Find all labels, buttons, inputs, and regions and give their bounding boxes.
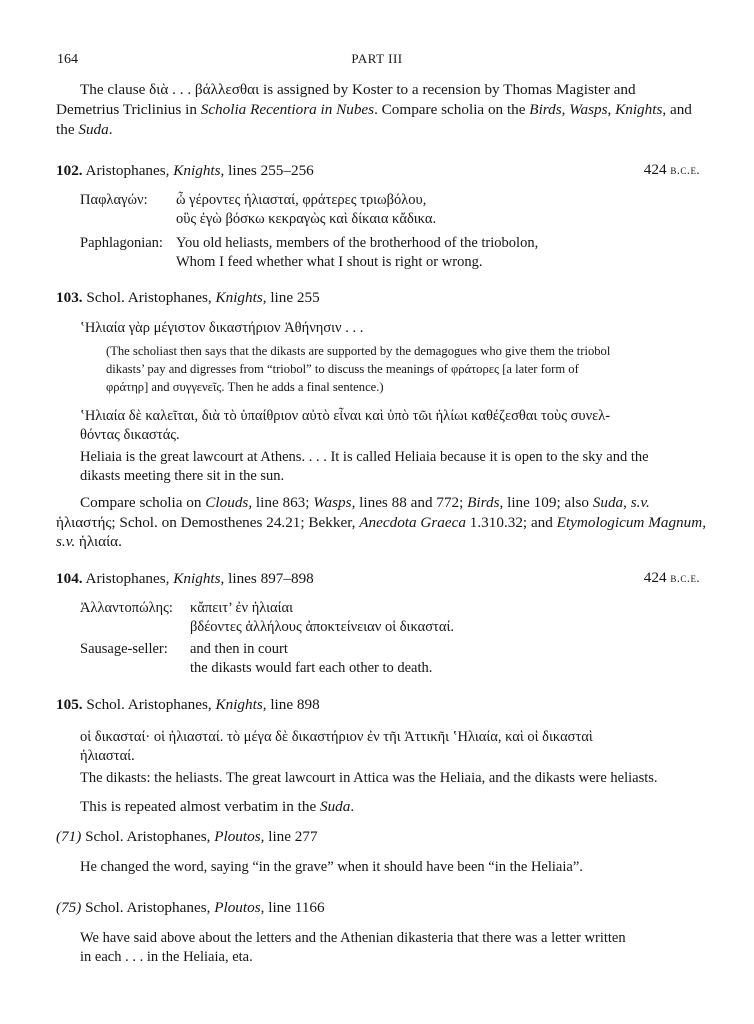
entry-71-heading: (71) Schol. Aristophanes, Ploutos, line 277 [56, 828, 318, 845]
entry-103-greek-2-line-1: ʽΗλιαία δὲ καλεῖται, διὰ τὸ ὑπαίθριον αὐτὸ εἶναι καὶ ὑπὸ τῶι ἡλίωι καθέζεσθαι τοὺς συνελ- [80, 408, 611, 424]
entry-103-greek-2-line-2: θόντας δικαστάς. [80, 427, 180, 443]
page-number: 164 [57, 52, 78, 67]
entry-103-english-line-1: Heliaia is the great lawcourt at Athens. . . . It is called Heliaia because it is open to the sky and the [80, 449, 649, 465]
entry-104-heading: 104. Aristophanes, Knights, lines 897–898 [56, 570, 314, 587]
entry-102-greek-speaker: Παφλαγών: [80, 192, 148, 208]
entry-102-greek-line-2: οὓς ἐγὼ βόσκω κεκραγὼς καὶ δίκαια κἄδικα. [176, 211, 437, 227]
entry-105-english: The dikasts: the heliasts. The great lawcourt in Attica was the Heliaia, and the dikasts were heliasts. [80, 770, 658, 786]
entry-104-greek-line-2: βδέοντες ἀλλήλους ἀποκτείνειαν οἱ δικασταί. [190, 619, 454, 635]
entry-103-compare-line-2: ἡλιαστής; Schol. on Demosthenes 24.21; Bekker, Anecdota Graeca 1.310.32; and Etymologicum Magnum, [56, 514, 706, 531]
entry-103-heading: 103. Schol. Aristophanes, Knights, line 255 [56, 289, 320, 306]
entry-103-greek-1: ʽΗλιαία γὰρ μέγιστον δικαστήριον Ἀθήνησιν . . . [80, 320, 364, 336]
entry-75-text-line-2: in each . . . in the Heliaia, eta. [80, 949, 253, 965]
entry-105-heading: 105. Schol. Aristophanes, Knights, line 898 [56, 696, 320, 713]
entry-75-heading: (75) Schol. Aristophanes, Ploutos, line 1166 [56, 899, 325, 916]
entry-102-heading: 102. Aristophanes, Knights, lines 255–256 [56, 162, 314, 179]
running-head: PART III [351, 51, 403, 66]
entry-102-greek-line-1: ὦ γέροντες ἡλιασταί, φράτερες τριωβόλου, [176, 192, 427, 208]
entry-104-english-line-2: the dikasts would fart each other to death. [190, 660, 433, 676]
entry-104-greek-speaker: Ἀλλαντοπώλης: [80, 600, 173, 616]
entry-103-note-line-1: (The scholiast then says that the dikasts are supported by the demagogues who give them the triobol [106, 344, 611, 358]
entry-104-english-line-1: and then in court [190, 641, 288, 657]
entry-102-english-line-1: You old heliasts, members of the brotherhood of the triobolon, [176, 235, 539, 251]
entry-103-english-line-2: dikasts meeting there sit in the sun. [80, 468, 285, 484]
entry-103-compare-line-1: Compare scholia on Clouds, line 863; Wasps, lines 88 and 772; Birds, line 109; also Suda, s.v. [80, 494, 650, 511]
entry-105-repeated-note: This is repeated almost verbatim in the Suda. [80, 798, 355, 815]
entry-103-note-line-3: φράτηρ] and συγγενεῖς. Then he adds a final sentence.) [106, 380, 384, 394]
intro-line-2: Demetrius Triclinius in Scholia Recentiora in Nubes. Compare scholia on the Birds, Wasps, Knights, and [56, 101, 692, 118]
intro-line-3: the Suda. [56, 121, 113, 138]
entry-105-greek-line-1: οἱ δικασταί· οἱ ἡλιασταί. τὸ μέγα δὲ δικαστήριον ἐν τῆι Ἀττικῆι ʽΗλιαία, καὶ οἱ δικασταὶ [80, 729, 593, 745]
entry-103-compare-line-3: s.v. ἡλιαία. [56, 533, 122, 550]
entry-75-text-line-1: We have said above about the letters and the Athenian dikasteria that there was a letter written [80, 930, 626, 946]
intro-line-1: The clause διὰ . . . βάλλεσθαι is assigned by Koster to a recension by Thomas Magister and [80, 81, 636, 98]
entry-105-greek-line-2: ἡλιασταί. [80, 748, 135, 764]
entry-104-english-speaker: Sausage-seller: [80, 641, 168, 657]
entry-102-english-speaker: Paphlagonian: [80, 235, 163, 251]
entry-71-text: He changed the word, saying “in the grave” when it should have been “in the Heliaia”. [80, 859, 583, 875]
entry-104-greek-line-1: κἄπειτ’ ἐν ἡλιαίαι [190, 600, 294, 616]
entry-104-date: 424 b.c.e. [643, 569, 700, 586]
entry-102-date: 424 b.c.e. [643, 161, 700, 178]
entry-103-note-line-2: dikasts’ pay and digresses from “triobol” to discuss the meanings of φράτορες [a later form of [106, 362, 579, 376]
entry-102-english-line-2: Whom I feed whether what I shout is right or wrong. [176, 254, 483, 270]
